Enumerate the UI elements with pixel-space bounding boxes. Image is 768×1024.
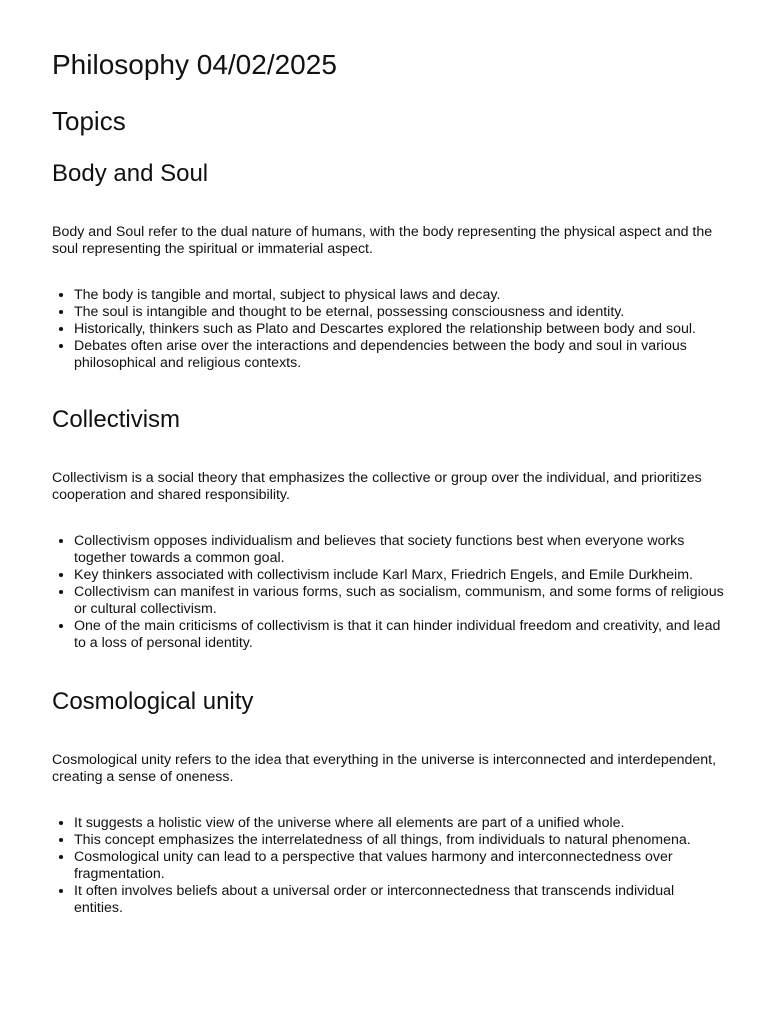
bullet-item: • The soul is intangible and thought to be eternal, possessing consciousness and identity. xyxy=(74,304,724,321)
bullet-item: • Historically, thinkers such as Plato and Descartes explored the relationship between body and soul. xyxy=(74,321,724,338)
section-heading: Body and Soul xyxy=(52,160,209,187)
topics-heading: Topics xyxy=(52,106,126,136)
section-heading: Collectivism xyxy=(52,406,181,433)
bullet-list xyxy=(52,287,724,372)
section-paragraph: Body and Soul refer to the dual nature of humans, with the body representing the physical aspect and the soul representing the spiritual or immaterial aspect. xyxy=(52,224,713,257)
bullet-item: • Collectivism can manifest in various forms, such as socialism, communism, and some forms of religious or cultural collectivism. xyxy=(74,584,724,618)
section-heading: Cosmological unity xyxy=(52,688,254,715)
section-paragraph: Collectivism is a social theory that emphasizes the collective or group over the individual, and prioritizes cooperation and shared responsibility. xyxy=(52,470,702,503)
section-cosmological-unity xyxy=(52,685,724,917)
bullet-item: • Cosmological unity can lead to a perspective that values harmony and interconnectedness over fragmentation. xyxy=(74,849,724,883)
bullet-item: • One of the main criticisms of collectivism is that it can hinder individual freedom and creativity, and lead to a loss of personal identity. xyxy=(74,618,724,652)
bullet-item: • It often involves beliefs about a universal order or interconnectedness that transcends individual entities. xyxy=(74,883,724,917)
bullet-list xyxy=(52,533,724,652)
section-paragraph: Cosmological unity refers to the idea that everything in the universe is interconnected and interdependent, creating a sense of oneness. xyxy=(52,752,717,785)
bullet-item: • The body is tangible and mortal, subject to physical laws and decay. xyxy=(74,287,724,304)
section-body-and-soul xyxy=(52,157,724,372)
bullet-item: • Key thinkers associated with collectivism include Karl Marx, Friedrich Engels, and Emile Durkheim. xyxy=(74,567,724,584)
bullet-item: • It suggests a holistic view of the universe where all elements are part of a unified whole. xyxy=(74,815,724,832)
bullet-item: • This concept emphasizes the interrelatedness of all things, from individuals to natural phenomena. xyxy=(74,832,724,849)
bullet-item: • Debates often arise over the interactions and dependencies between the body and soul in various philosophical and religious contexts. xyxy=(74,338,724,372)
page-title: Philosophy 04/02/2025 xyxy=(52,49,337,80)
section-collectivism xyxy=(52,403,724,652)
bullet-list xyxy=(52,815,724,917)
bullet-item: • Collectivism opposes individualism and believes that society functions best when everyone works together towards a common goal. xyxy=(74,533,724,567)
